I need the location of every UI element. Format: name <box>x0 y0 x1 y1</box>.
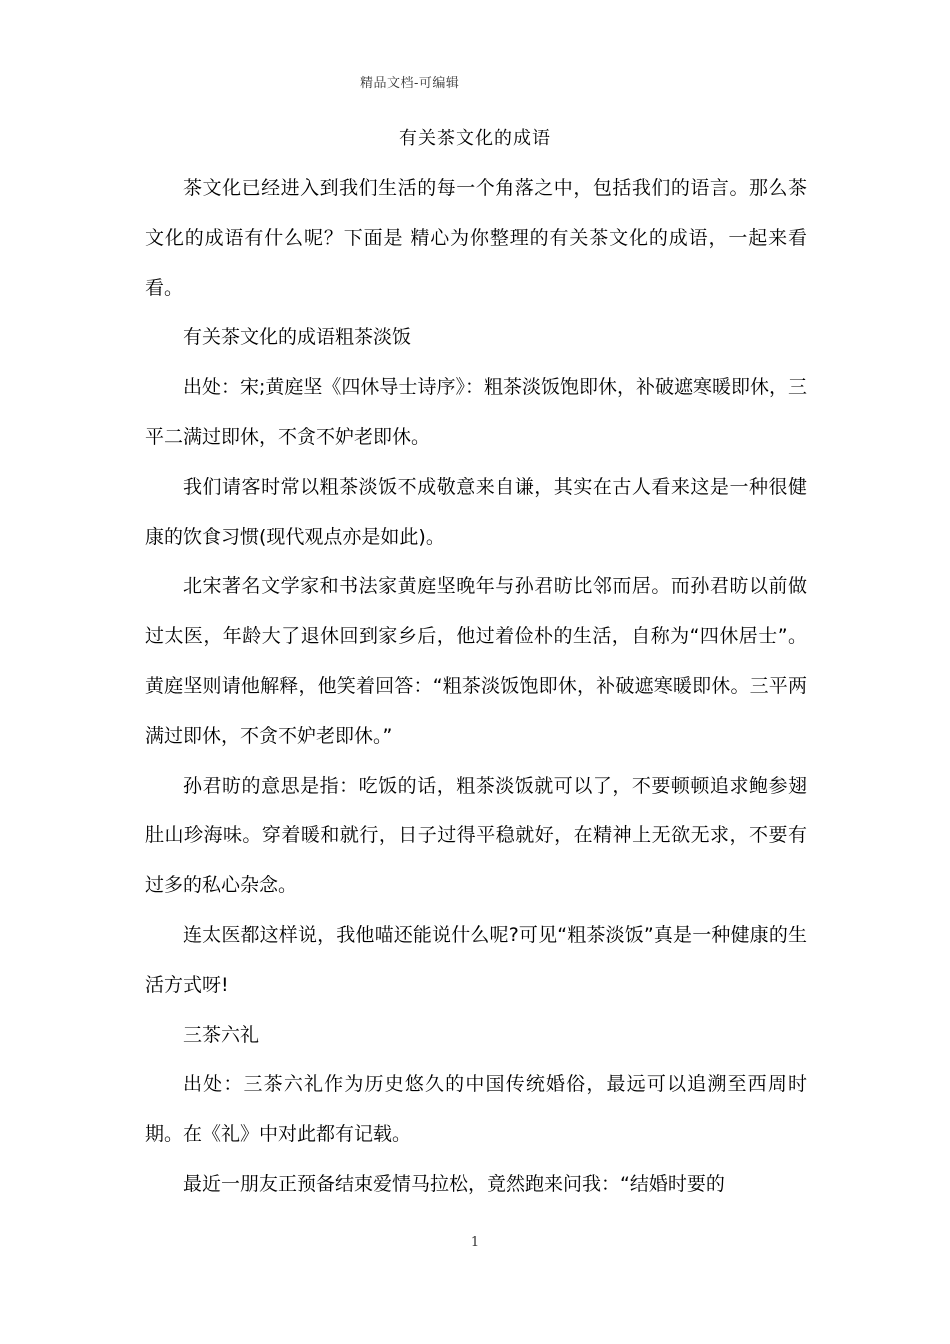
paragraph: 北宋著名文学家和书法家黄庭坚晚年与孙君昉比邻而居。而孙君昉以前做过太医，年龄大了退休回到家乡后，他过着俭朴的生活，自称为“四休居士”。黄庭坚则请他解释，他笑着回答：“粗茶淡饭饱即休，补破遮寒暖即休。三平两满过即休，不贪不妒老即休。” <box>145 575 807 747</box>
paragraph: 我们请客时常以粗茶淡饭不成敬意来自谦，其实在古人看来这是一种很健康的饮食习惯(现代观点亦是如此)。 <box>145 475 807 548</box>
paragraph-source-1: 出处：宋;黄庭坚《四休导士诗序》：粗茶淡饭饱即休，补破遮寒暖即休，三平二满过即休，不贪不妒老即休。 <box>145 376 807 448</box>
paragraph-section-heading-1: 有关茶文化的成语粗茶淡饭 <box>183 326 412 349</box>
paragraph: 最近一朋友正预备结束爱情马拉松，竟然跑来问我：“结婚时要的 <box>183 1172 725 1195</box>
page-header: 精品文档-可编辑 <box>360 76 460 91</box>
paragraph-intro: 茶文化已经进入到我们生活的每一个角落之中，包括我们的语言。那么茶文化的成语有什么呢？下面是 精心为你整理的有关茶文化的成语，一起来看看。 <box>145 177 807 299</box>
page-number: 1 <box>470 1235 480 1250</box>
document-title: 有关茶文化的成语 <box>399 128 551 149</box>
paragraph-section-heading-2: 三茶六礼 <box>183 1023 260 1046</box>
document-body <box>145 164 807 1210</box>
paragraph: 孙君昉的意思是指：吃饭的话，粗茶淡饭就可以了，不要顿顿追求鲍参翅肚山珍海味。穿着暖和就行，日子过得平稳就好，在精神上无欲无求，不要有过多的私心杂念。 <box>145 774 807 897</box>
paragraph-source-2: 出处：三茶六礼作为历史悠久的中国传统婚俗，最远可以追溯至西周时期。在《礼》中对此都有记载。 <box>145 1073 807 1146</box>
paragraph: 连太医都这样说，我他喵还能说什么呢?可见“粗茶淡饭”真是一种健康的生活方式呀! <box>145 923 807 996</box>
